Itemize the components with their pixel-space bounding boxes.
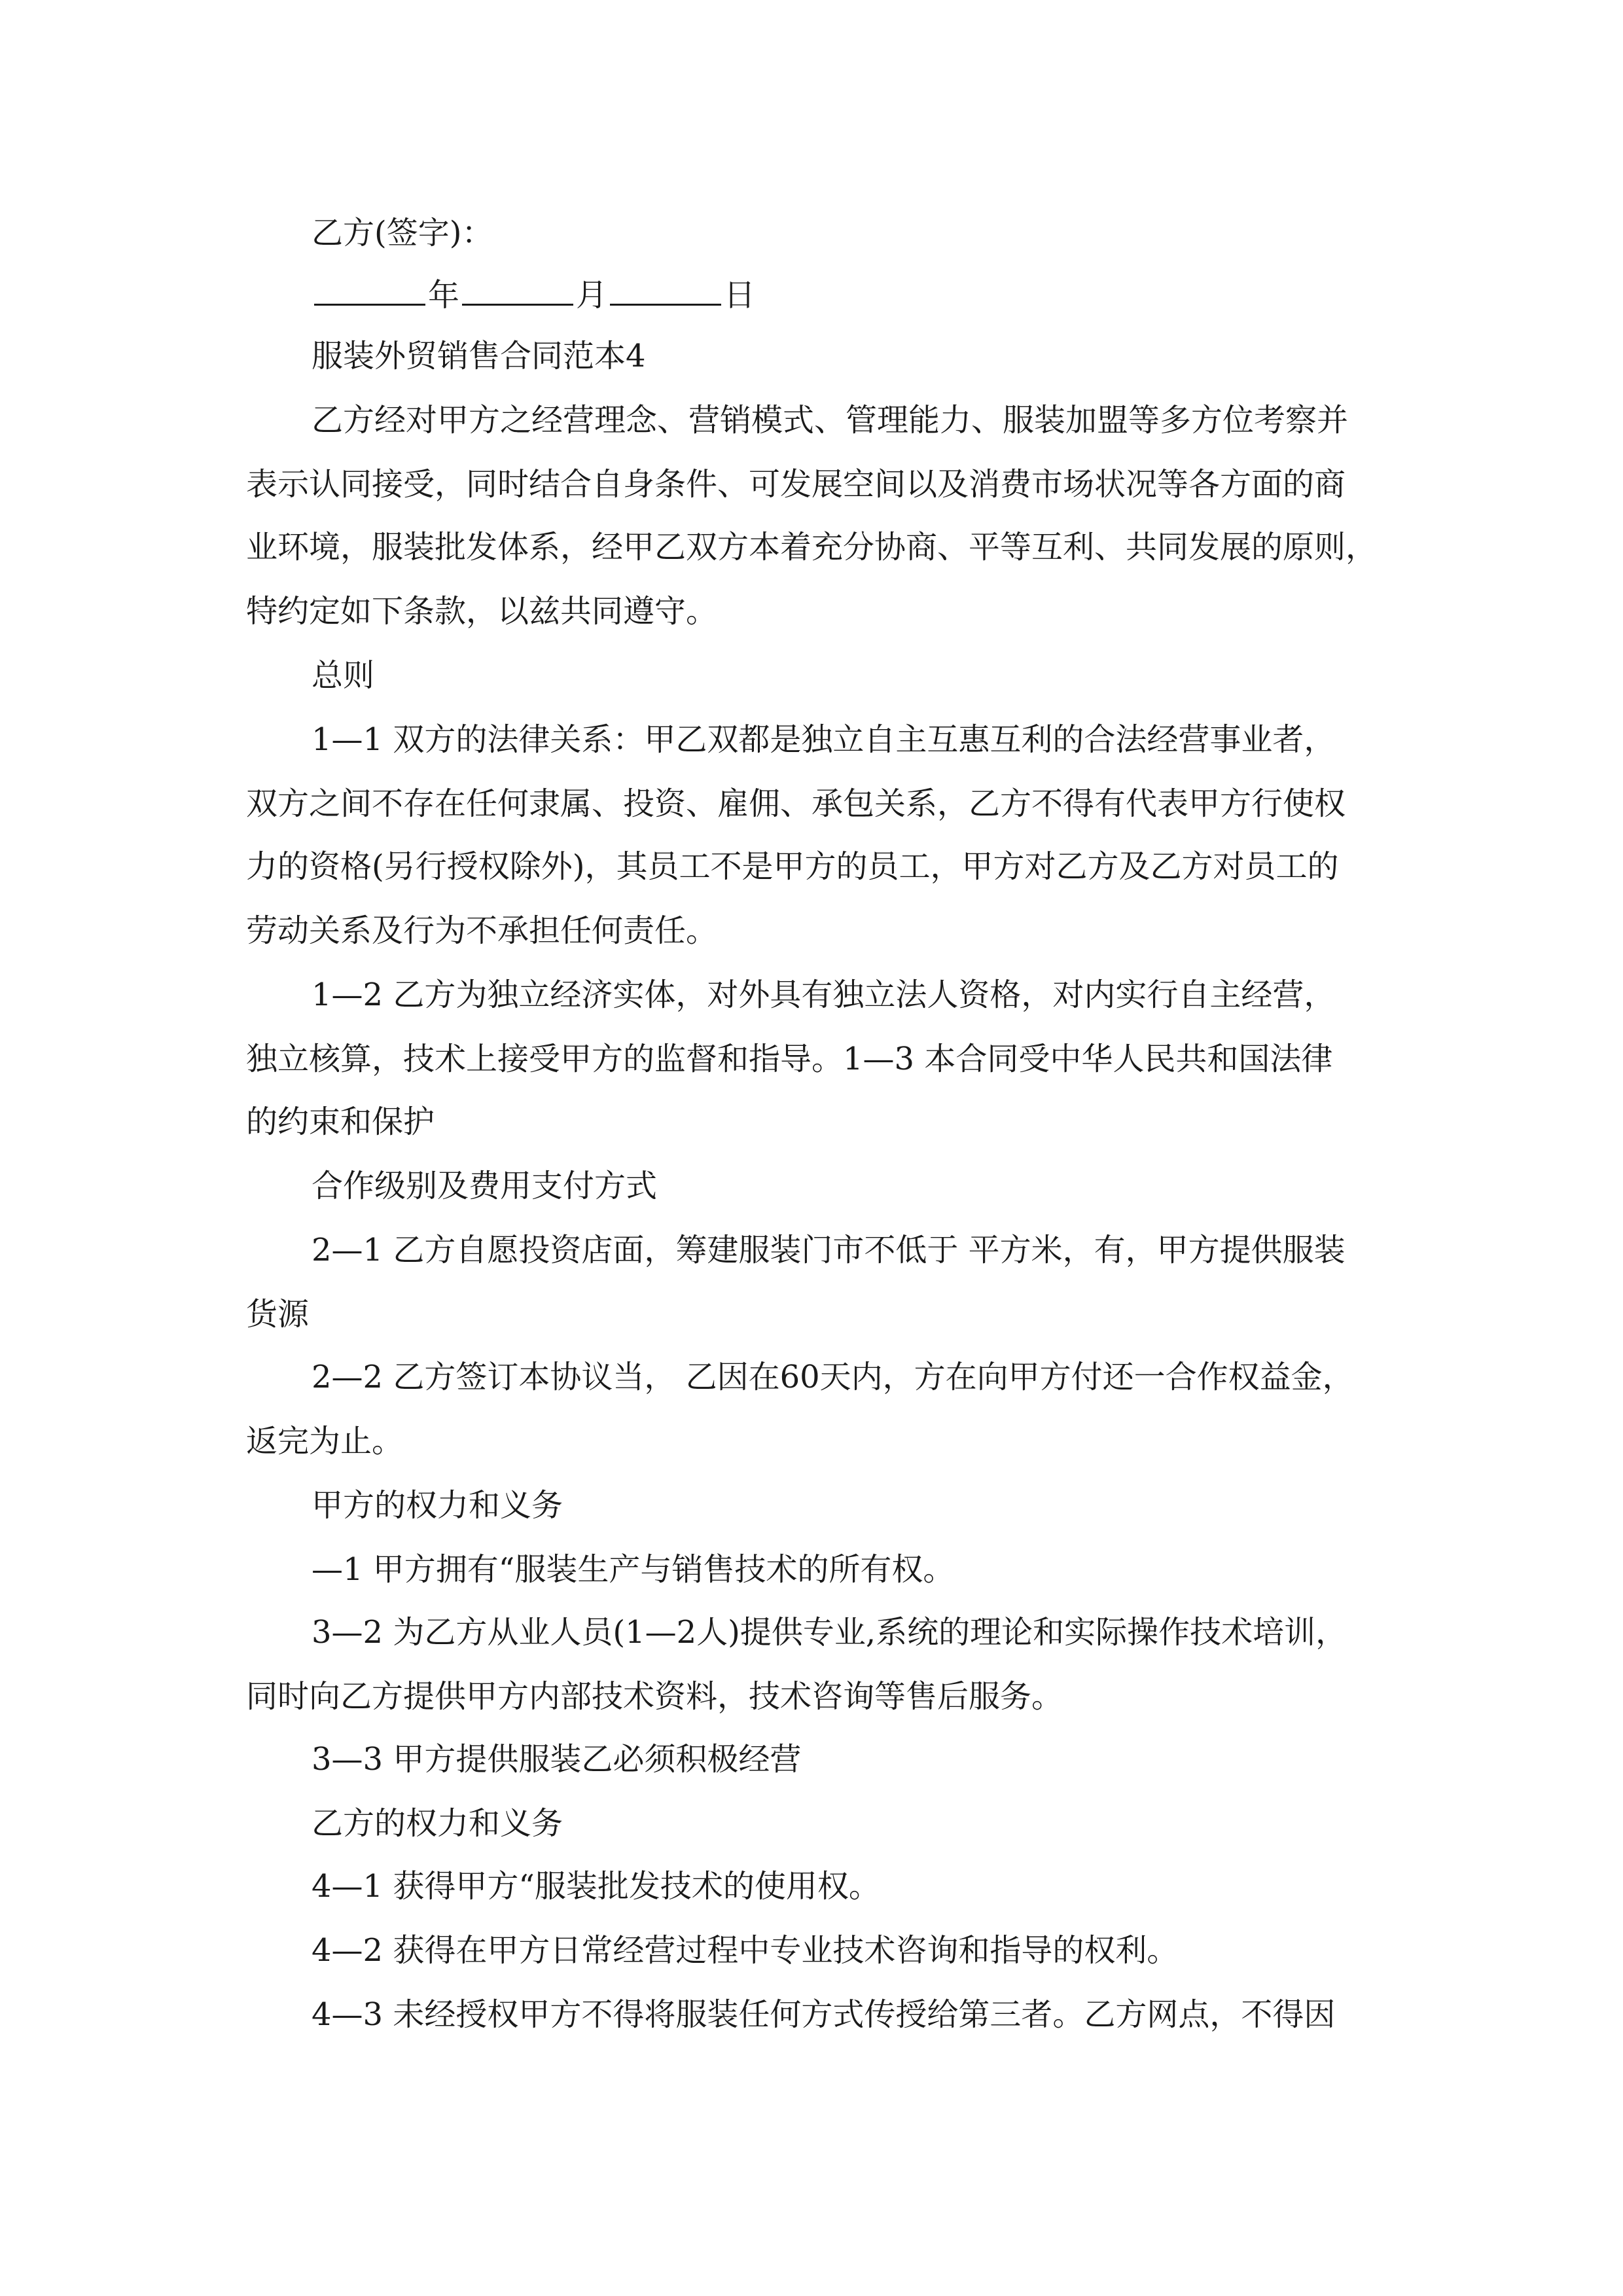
clause-line: —1 甲方拥有“服装生产与销售技术的所有权。: [312, 1551, 955, 1588]
clause-line: 3—3 甲方提供服装乙必须积极经营: [312, 1741, 802, 1778]
clause-line: 4—3 未经授权甲方不得将服装任何方式传授给第三者。乙方网点，不得因: [312, 1996, 1336, 2033]
section-heading-general: 总则: [312, 657, 375, 694]
party-b-signature-label: 乙方(签字)：: [312, 215, 493, 251]
clause-line: 3—2 为乙方从业人员(1—2人)提供专业,系统的理论和实际操作技术培训，: [312, 1614, 1347, 1651]
clause-line: 的约束和保护: [246, 1103, 435, 1140]
clause-line: 1—1 双方的法律关系：甲乙双都是独立自主互惠互利的合法经营事业者，: [312, 721, 1336, 758]
clause-line: 2—2 乙方签订本协议当， 乙因在60天内，方在向甲方付还一合作权益金，: [312, 1359, 1354, 1395]
clause-line: 1—2 乙方为独立经济实体，对外具有独立法人资格，对内实行自主经营，: [312, 977, 1336, 1013]
document-title: 服装外贸销售合同范本4: [312, 338, 646, 374]
signature-date-line: [312, 274, 755, 315]
section-heading-cooperation: 合作级别及费用支付方式: [312, 1168, 658, 1204]
clause-line: 同时向乙方提供甲方内部技术资料，技术咨询等售后服务。: [246, 1678, 1063, 1715]
clause-line: 2—1 乙方自愿投资店面，筹建服装门市不低于 平方米，有，甲方提供服装: [312, 1232, 1346, 1268]
clause-line: 独立核算，技术上接受甲方的监督和指导。1—3 本合同受中华人民共和国法律: [246, 1041, 1333, 1077]
intro-line: 表示认同接受，同时结合自身条件、可发展空间以及消费市场状况等各方面的商: [246, 466, 1346, 503]
month-blank: [462, 274, 573, 306]
clause-line: 力的资格(另行授权除外)，其员工不是甲方的员工，甲方对乙方及乙方对员工的: [246, 848, 1339, 885]
year-label: 年: [428, 277, 460, 314]
day-blank: [610, 274, 721, 306]
clause-line: 双方之间不存在任何隶属、投资、雇佣、承包关系，乙方不得有代表甲方行使权: [246, 785, 1346, 822]
intro-line: 业环境，服装批发体系，经甲乙双方本着充分协商、平等互利、共同发展的原则，: [246, 529, 1378, 565]
intro-line: 特约定如下条款，以兹共同遵守。: [246, 593, 718, 630]
clause-line: 4—2 获得在甲方日常经营过程中专业技术咨询和指导的权利。: [312, 1932, 1179, 1969]
clause-line: 4—1 获得甲方“服装批发技术的使用权。: [312, 1868, 880, 1905]
month-label: 月: [576, 277, 608, 314]
section-heading-party-b: 乙方的权力和义务: [312, 1805, 563, 1842]
clause-line: 劳动关系及行为不承担任何责任。: [246, 912, 718, 949]
clause-line: 返完为止。: [246, 1423, 404, 1460]
year-blank: [314, 274, 425, 306]
section-heading-party-a: 甲方的权力和义务: [312, 1487, 563, 1524]
day-label: 日: [724, 277, 756, 314]
clause-line: 货源: [246, 1296, 310, 1333]
intro-line: 乙方经对甲方之经营理念、营销模式、管理能力、服装加盟等多方位考察并: [312, 402, 1349, 439]
